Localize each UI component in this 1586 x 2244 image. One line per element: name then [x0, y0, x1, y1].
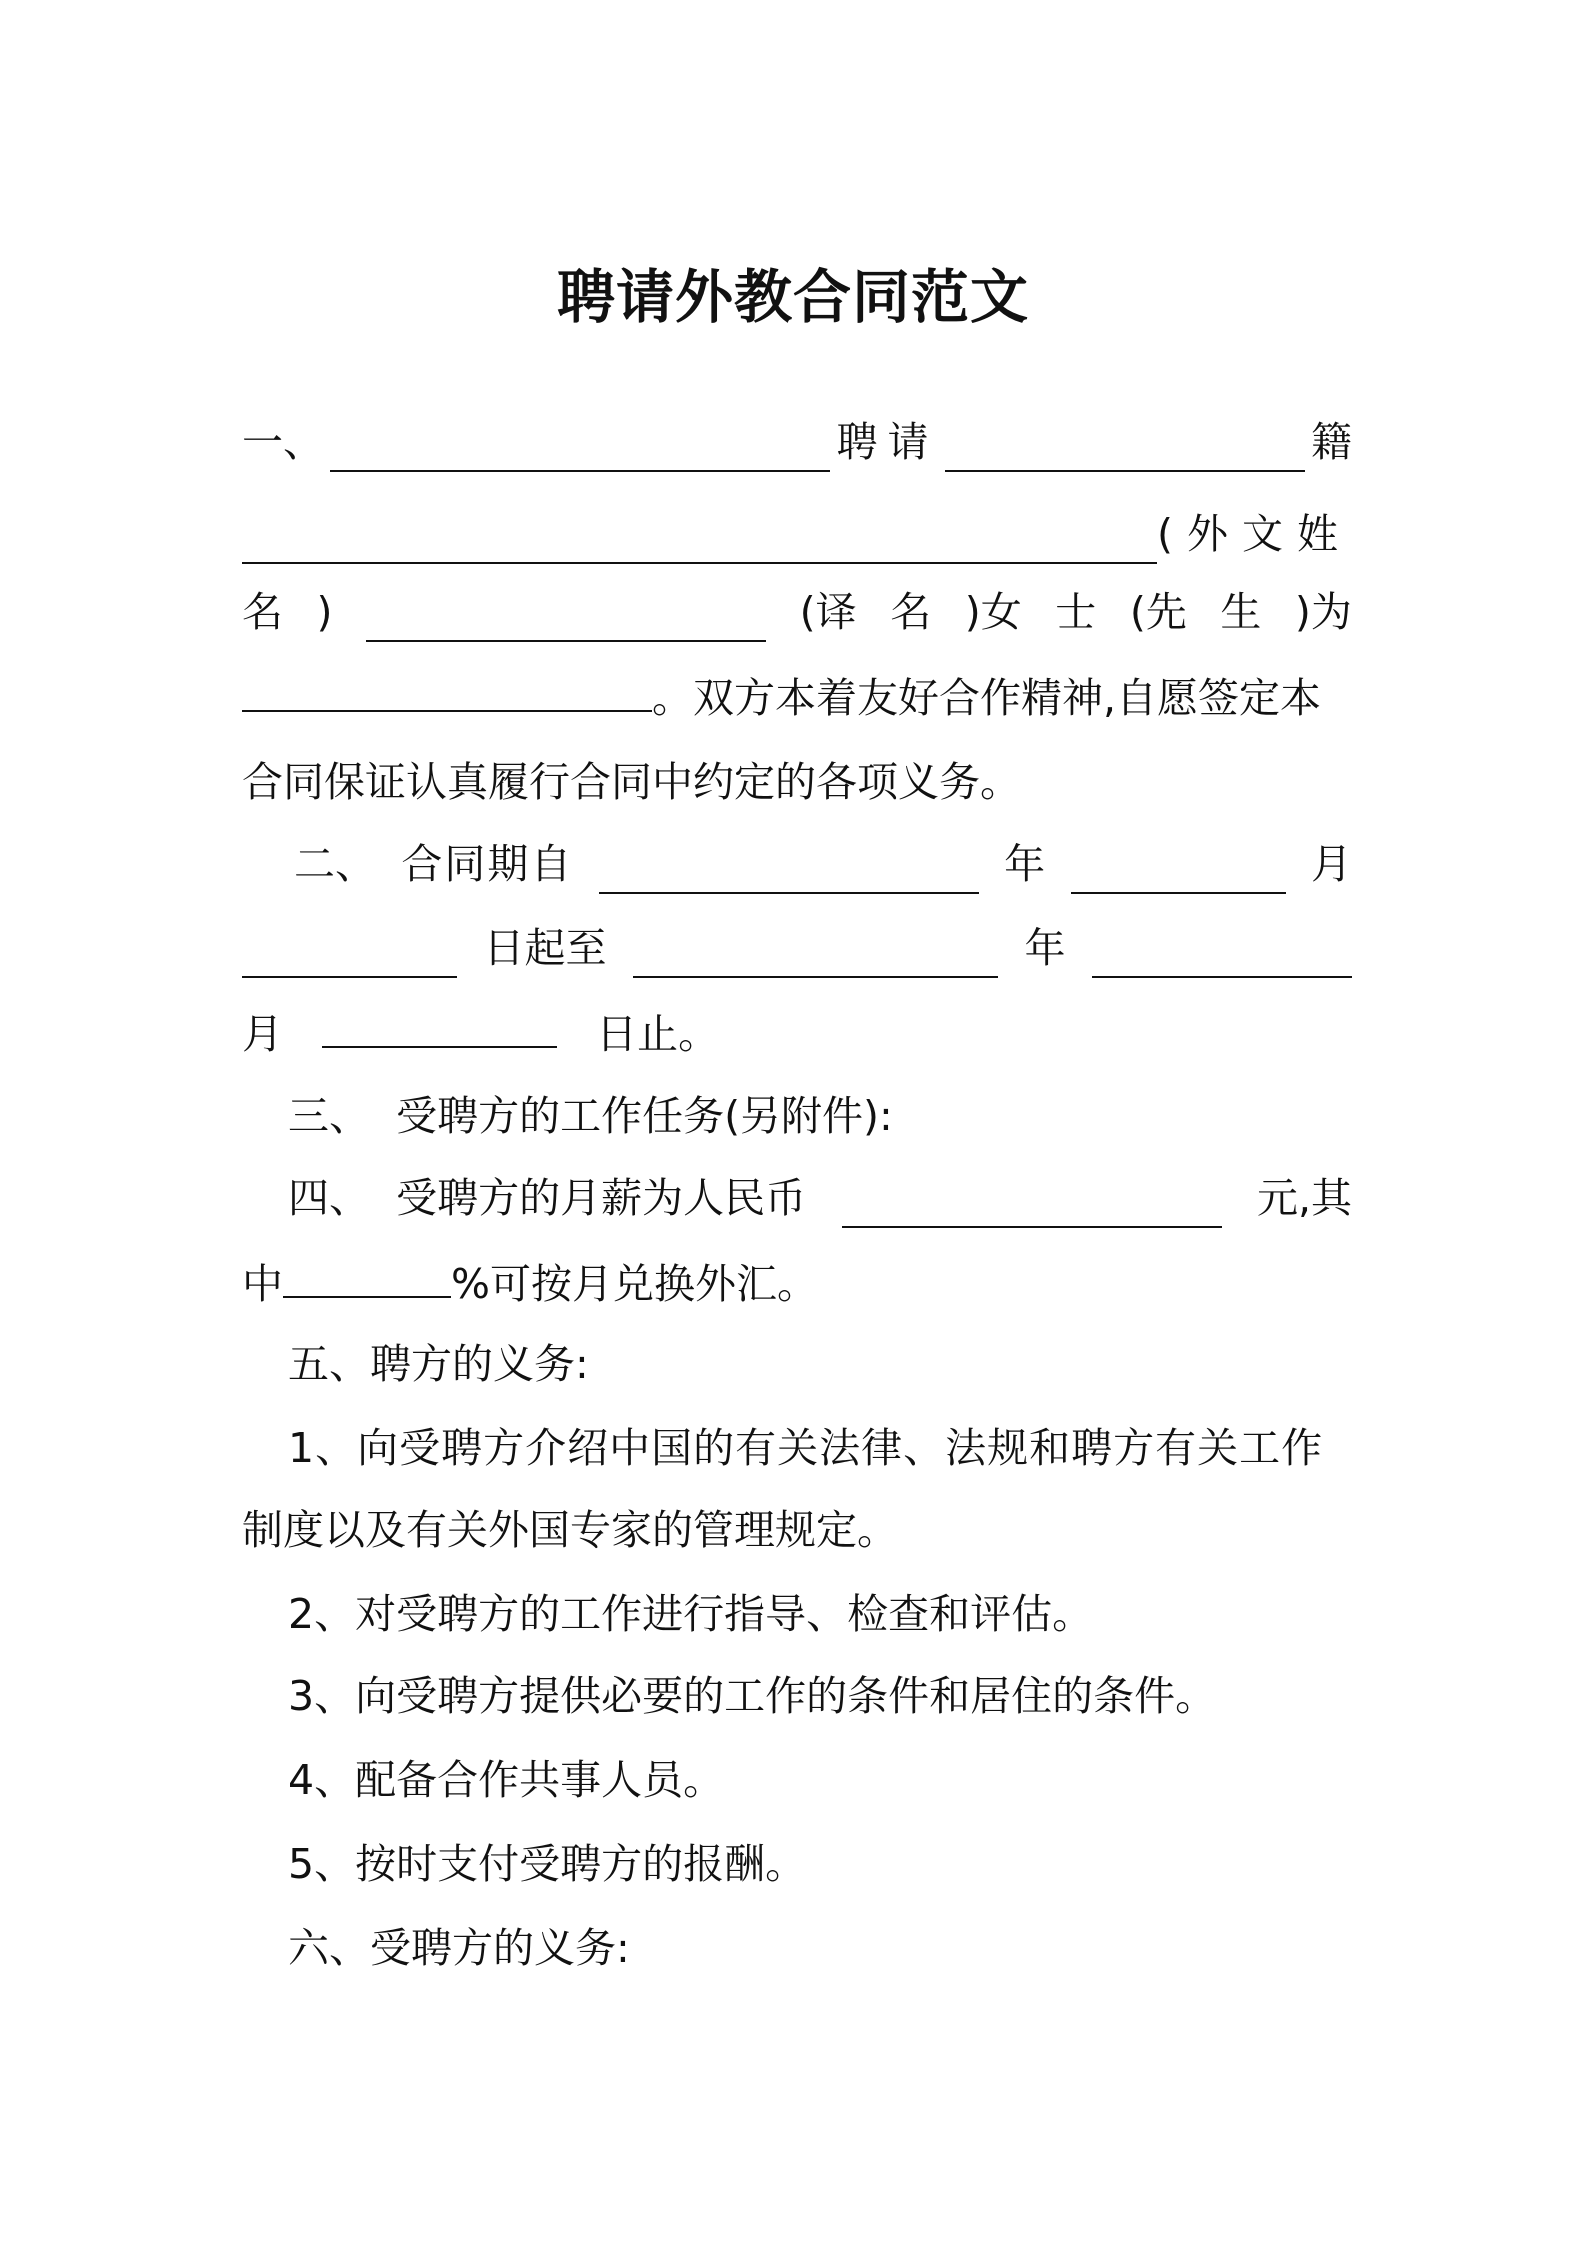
shi-char: 士: [1055, 588, 1097, 636]
clause4-line1: [242, 1168, 1352, 1228]
name-char: 名: [242, 588, 283, 636]
year-word: 年: [1004, 840, 1046, 888]
start-year-blank: [599, 848, 979, 894]
hire-word: 聘请: [836, 418, 939, 466]
foreign-name-blank: [242, 518, 1157, 564]
percent-blank: [283, 1252, 451, 1298]
translated-char: 名: [890, 588, 932, 636]
from-word: 日起至: [483, 924, 607, 972]
clause5-item5: 5、按时支付受聘方的报酬。: [288, 1840, 807, 1888]
clause3: 三、 受聘方的工作任务(另附件):: [288, 1092, 893, 1140]
clause5-item1-line1: 1、向受聘方介绍中国的有关法律、法规和聘方有关工作: [288, 1424, 1324, 1472]
clause2-number: 二、: [294, 840, 376, 888]
end-year-blank: [633, 932, 998, 978]
month2-word: 月: [242, 1010, 283, 1058]
clause5-item4: 4、配备合作共事人员。: [288, 1756, 725, 1804]
start-day-blank: [242, 932, 457, 978]
clause2-line3: [242, 1002, 1352, 1062]
clause1-number: 一、: [242, 418, 324, 466]
clause5-item3: 3、向受聘方提供必要的工作的条件和居住的条件。: [288, 1672, 1217, 1720]
sheng-char: 生: [1220, 588, 1262, 636]
clause1-line3: [242, 582, 1352, 642]
exchange-text: %可按月兑换外汇。: [451, 1260, 818, 1308]
month-word: 月: [1310, 840, 1352, 888]
position-blank: [242, 666, 652, 712]
clause2-lead: 合同期自: [401, 840, 574, 888]
yuan-word: 元,其: [1256, 1174, 1352, 1222]
clause1-line5: 合同保证认真履行合同中约定的各项义务。: [242, 758, 1021, 806]
clause1-line2: [242, 504, 1352, 564]
start-month-blank: [1071, 848, 1286, 894]
clause4-lead: 四、 受聘方的月薪为人民币: [288, 1174, 807, 1222]
clause2-line1: [242, 834, 1352, 894]
end-day-blank: [322, 1002, 557, 1048]
mister-open: (先: [1129, 588, 1187, 636]
translated-label: (译: [799, 588, 857, 636]
document-title: 聘请外教合同范文: [556, 263, 1029, 331]
clause1-line1: [242, 412, 1352, 472]
clause5-item1-line2: 制度以及有关外国专家的管理规定。: [242, 1506, 898, 1554]
nationality-blank: [945, 426, 1305, 472]
clause6-heading: 六、受聘方的义务:: [288, 1924, 630, 1972]
employer-name-blank: [330, 426, 830, 472]
female-word: )女: [964, 588, 1022, 636]
clause1-agreement-text: 。双方本着友好合作精神,自愿签定本: [652, 674, 1322, 722]
clause5-heading: 五、聘方的义务:: [288, 1340, 589, 1388]
clause4-line2: [242, 1252, 1352, 1312]
salary-blank: [842, 1182, 1222, 1228]
as-word: )为: [1294, 588, 1352, 636]
end-word: 日止。: [596, 1010, 720, 1058]
paren-close: ): [316, 588, 333, 636]
nationality-word: 籍: [1311, 418, 1352, 466]
clause2-line2: [242, 918, 1352, 978]
year2-word: 年: [1024, 924, 1066, 972]
end-month-blank: [1092, 932, 1352, 978]
clause1-line4: [242, 666, 1352, 726]
translated-name-blank: [366, 596, 766, 642]
foreign-name-label: (外文姓: [1157, 510, 1352, 558]
clause5-item2: 2、对受聘方的工作进行指导、检查和评估。: [288, 1590, 1094, 1638]
zhong-word: 中: [242, 1260, 283, 1308]
